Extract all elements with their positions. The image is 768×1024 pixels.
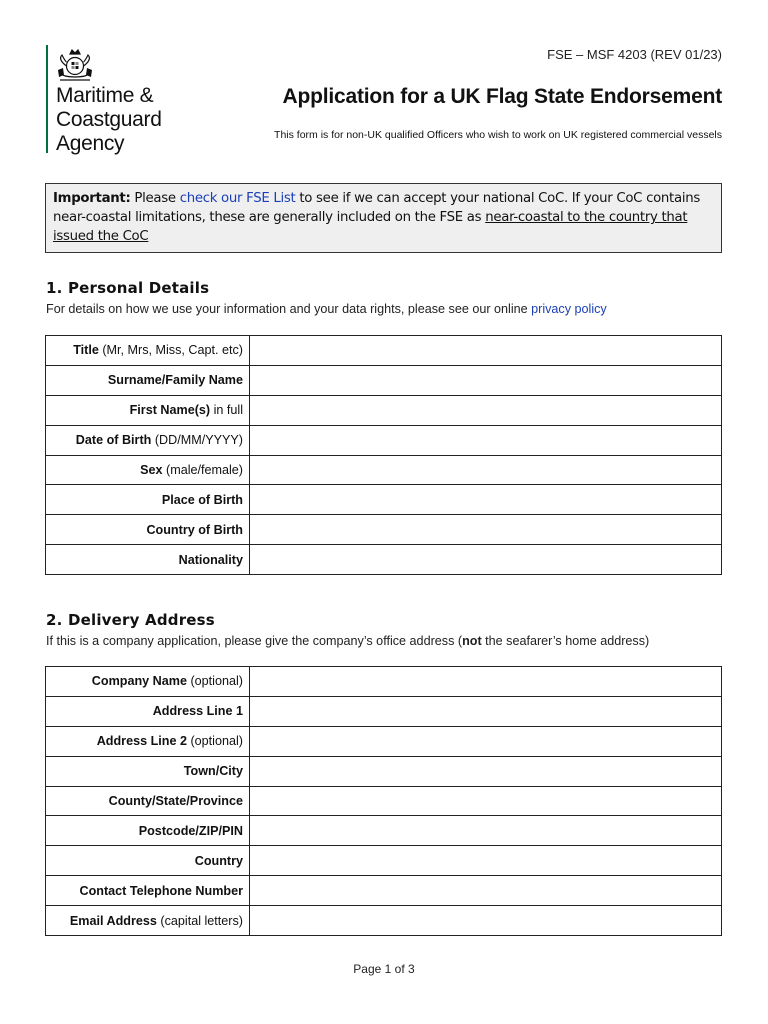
royal-crest-icon <box>54 44 96 84</box>
country-of-birth-field[interactable] <box>250 515 722 545</box>
privacy-policy-link[interactable]: privacy policy <box>531 302 607 316</box>
table-row <box>46 906 722 936</box>
field-label: Email Address (capital letters) <box>46 906 250 936</box>
first-names-field[interactable] <box>250 395 722 425</box>
important-text: Please <box>130 191 180 206</box>
field-label: Contact Telephone Number <box>46 876 250 906</box>
field-label: Town/City <box>46 756 250 786</box>
email-field[interactable] <box>250 906 722 936</box>
field-label: First Name(s) in full <box>46 395 250 425</box>
address-line-1-field[interactable] <box>250 696 722 726</box>
table-row <box>46 515 722 545</box>
form-subtitle: This form is for non-UK qualified Officers who wish to work on UK registered commercial vessels <box>274 129 722 141</box>
place-of-birth-field[interactable] <box>250 485 722 515</box>
field-label: Postcode/ZIP/PIN <box>46 816 250 846</box>
table-row <box>46 485 722 515</box>
agency-name <box>56 84 162 156</box>
field-label: Title (Mr, Mrs, Miss, Capt. etc) <box>46 336 250 366</box>
table-row <box>46 876 722 906</box>
table-row <box>46 545 722 575</box>
country-field[interactable] <box>250 846 722 876</box>
field-label: Country <box>46 846 250 876</box>
field-label: Sex (male/female) <box>46 455 250 485</box>
important-label: Important: <box>53 191 131 206</box>
telephone-field[interactable] <box>250 876 722 906</box>
table-row <box>46 726 722 756</box>
table-row <box>46 846 722 876</box>
field-label: Country of Birth <box>46 515 250 545</box>
field-label: Address Line 2 (optional) <box>46 726 250 756</box>
important-text: to see if we can accept your national CoC. If your CoC contains near-coastal limitations, these are generally included on the FSE as <box>53 191 700 225</box>
county-state-province-field[interactable] <box>250 786 722 816</box>
fse-list-link[interactable]: check our FSE List <box>179 191 296 206</box>
company-name-field[interactable] <box>250 667 722 697</box>
section-note-text: If this is a company application, please give the company’s office address ( <box>46 634 463 648</box>
important-notice <box>45 183 722 253</box>
town-city-field[interactable] <box>250 756 722 786</box>
delivery-address-table <box>45 666 722 936</box>
table-row <box>46 365 722 395</box>
field-label: County/State/Province <box>46 786 250 816</box>
page-title: Application for a UK Flag State Endorsement <box>282 85 722 108</box>
sex-field[interactable] <box>250 455 722 485</box>
section-heading-delivery-address: 2. Delivery Address <box>46 611 215 629</box>
postcode-field[interactable] <box>250 816 722 846</box>
surname-field[interactable] <box>250 365 722 395</box>
nationality-field[interactable] <box>250 545 722 575</box>
field-label: Place of Birth <box>46 485 250 515</box>
table-row <box>46 425 722 455</box>
agency-name-line: Coastguard <box>56 108 162 131</box>
table-row <box>46 667 722 697</box>
table-row <box>46 455 722 485</box>
agency-name-line: Maritime & <box>56 84 154 107</box>
agency-name-line: Agency <box>56 132 125 155</box>
date-of-birth-field[interactable] <box>250 425 722 455</box>
table-row <box>46 336 722 366</box>
table-row <box>46 786 722 816</box>
important-underlined-text: near-coastal to the country that issued the CoC <box>53 210 688 244</box>
table-row <box>46 696 722 726</box>
agency-accent-bar <box>46 45 48 153</box>
form-code: FSE – MSF 4203 (REV 01/23) <box>547 47 722 62</box>
field-label: Date of Birth (DD/MM/YYYY) <box>46 425 250 455</box>
section-note-text: the seafarer’s home address) <box>481 634 650 648</box>
section-note <box>46 302 607 316</box>
field-label: Company Name (optional) <box>46 667 250 697</box>
field-label: Surname/Family Name <box>46 365 250 395</box>
section-note-bold: not <box>462 634 482 648</box>
field-label: Nationality <box>46 545 250 575</box>
address-line-2-field[interactable] <box>250 726 722 756</box>
section-note-text: For details on how we use your information and your data rights, please see our online <box>46 302 532 316</box>
table-row <box>46 816 722 846</box>
section-note <box>46 634 649 648</box>
field-label: Address Line 1 <box>46 696 250 726</box>
table-row <box>46 395 722 425</box>
personal-details-table <box>45 335 722 575</box>
section-heading-personal-details: 1. Personal Details <box>46 279 210 297</box>
page-number: Page 1 of 3 <box>353 962 415 976</box>
title-field[interactable] <box>250 336 722 366</box>
table-row <box>46 756 722 786</box>
